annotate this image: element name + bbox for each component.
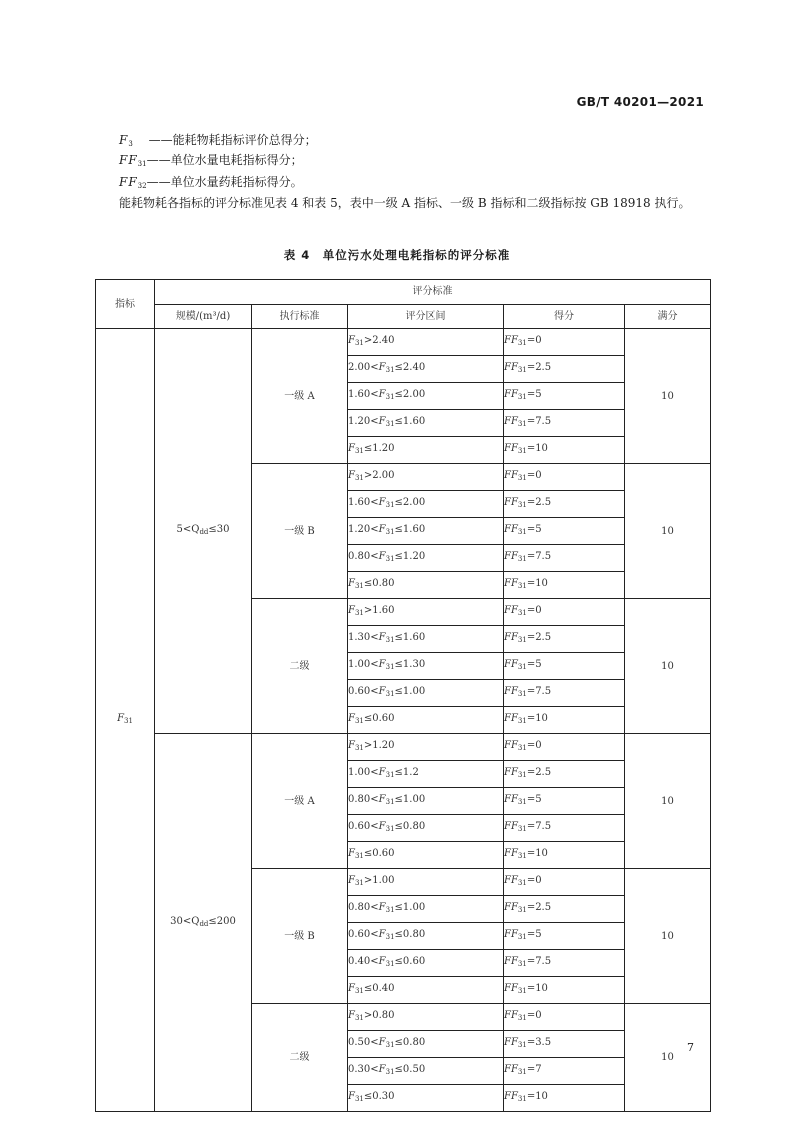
score-cell xyxy=(504,383,625,410)
interval-cell xyxy=(348,734,504,761)
interval-upper: >2.00 xyxy=(363,470,395,481)
header-score: 得分 xyxy=(504,304,625,329)
interval-symbol: F xyxy=(378,1037,386,1048)
interval-cell xyxy=(348,761,504,788)
interval-subscript: 31 xyxy=(385,960,395,968)
score-value: =2.5 xyxy=(526,632,552,643)
interval-lower: 1.60< xyxy=(348,389,379,400)
score-value: =10 xyxy=(526,713,548,724)
score-value: =10 xyxy=(526,578,548,589)
interval-subscript: 31 xyxy=(385,1041,395,1049)
interval-subscript: 31 xyxy=(354,717,364,725)
interval-cell xyxy=(348,599,504,626)
interval-cell xyxy=(348,869,504,896)
score-symbol: FF xyxy=(504,605,518,616)
score-subscript: 31 xyxy=(517,744,527,752)
exec-standard-cell: 二级 xyxy=(252,599,348,734)
score-value: =10 xyxy=(526,443,548,454)
score-value: =0 xyxy=(526,335,542,346)
interval-subscript: 31 xyxy=(385,501,395,509)
indicator-symbol: F xyxy=(117,713,125,724)
interval-lower: 1.60< xyxy=(348,497,379,508)
interval-symbol: F xyxy=(378,497,386,508)
score-symbol: FF xyxy=(504,416,518,427)
score-symbol: FF xyxy=(504,875,518,886)
full-score-cell: 10 xyxy=(625,1004,711,1112)
interval-upper: ≤0.60 xyxy=(363,713,395,724)
score-value: =0 xyxy=(526,875,542,886)
interval-upper: ≤2.00 xyxy=(394,497,426,508)
interval-symbol: F xyxy=(378,956,386,967)
score-value: =7.5 xyxy=(526,686,552,697)
header-scoring-standard: 评分标准 xyxy=(155,280,711,305)
interval-upper: >2.40 xyxy=(363,335,395,346)
score-value: =2.5 xyxy=(526,767,552,778)
interval-cell xyxy=(348,437,504,464)
score-subscript: 31 xyxy=(517,474,527,482)
interval-symbol: F xyxy=(378,1064,386,1075)
indicator-cell xyxy=(96,329,155,1112)
interval-upper: ≤1.60 xyxy=(394,632,426,643)
header-interval: 评分区间 xyxy=(348,304,504,329)
definition-subscript: 3 xyxy=(128,140,133,148)
interval-symbol: F xyxy=(378,389,386,400)
score-subscript: 31 xyxy=(517,1041,527,1049)
interval-subscript: 31 xyxy=(385,636,395,644)
interval-subscript: 31 xyxy=(385,771,395,779)
score-subscript: 31 xyxy=(517,582,527,590)
score-symbol: FF xyxy=(504,929,518,940)
interval-cell xyxy=(348,626,504,653)
full-score-cell: 10 xyxy=(625,734,711,869)
score-symbol: FF xyxy=(504,389,518,400)
score-value: =2.5 xyxy=(526,362,552,373)
interval-cell xyxy=(348,572,504,599)
score-symbol: FF xyxy=(504,794,518,805)
interval-upper: ≤0.80 xyxy=(363,578,395,589)
interval-cell xyxy=(348,842,504,869)
score-cell xyxy=(504,491,625,518)
score-subscript: 31 xyxy=(517,339,527,347)
interval-symbol: F xyxy=(378,416,386,427)
interval-cell xyxy=(348,707,504,734)
interval-upper: >1.60 xyxy=(363,605,395,616)
interval-lower: 0.60< xyxy=(348,686,379,697)
interval-symbol: F xyxy=(378,902,386,913)
interval-subscript: 31 xyxy=(385,555,395,563)
score-value: =0 xyxy=(526,470,542,481)
interval-upper: ≤1.00 xyxy=(394,794,426,805)
interval-cell xyxy=(348,653,504,680)
interval-symbol: F xyxy=(378,551,386,562)
interval-lower: 1.00< xyxy=(348,659,379,670)
score-subscript: 31 xyxy=(517,366,527,374)
interval-lower: 0.80< xyxy=(348,551,379,562)
interval-cell xyxy=(348,950,504,977)
score-value: =5 xyxy=(526,659,542,670)
score-symbol: FF xyxy=(504,956,518,967)
interval-cell xyxy=(348,383,504,410)
interval-symbol: F xyxy=(348,335,355,346)
score-subscript: 31 xyxy=(517,636,527,644)
interval-cell xyxy=(348,410,504,437)
interval-subscript: 31 xyxy=(354,1095,364,1103)
score-cell xyxy=(504,572,625,599)
interval-cell xyxy=(348,518,504,545)
score-cell xyxy=(504,437,625,464)
score-cell xyxy=(504,923,625,950)
score-cell xyxy=(504,842,625,869)
interval-symbol: F xyxy=(378,632,386,643)
interval-upper: ≤1.20 xyxy=(394,551,426,562)
score-value: =5 xyxy=(526,794,542,805)
score-cell xyxy=(504,1058,625,1085)
score-cell xyxy=(504,1031,625,1058)
score-value: =5 xyxy=(526,524,542,535)
interval-subscript: 31 xyxy=(385,798,395,806)
interval-lower: 0.50< xyxy=(348,1037,379,1048)
score-value: =5 xyxy=(526,929,542,940)
interval-symbol: F xyxy=(348,713,355,724)
interval-cell xyxy=(348,977,504,1004)
interval-upper: ≤0.40 xyxy=(363,983,395,994)
score-subscript: 31 xyxy=(517,987,527,995)
interval-symbol: F xyxy=(348,1091,355,1102)
score-cell xyxy=(504,599,625,626)
score-symbol: FF xyxy=(504,551,518,562)
interval-upper: ≤1.30 xyxy=(394,659,426,670)
score-subscript: 31 xyxy=(517,717,527,725)
interval-lower: 0.80< xyxy=(348,902,379,913)
score-subscript: 31 xyxy=(517,771,527,779)
score-value: =10 xyxy=(526,983,548,994)
score-cell xyxy=(504,977,625,1004)
full-score-cell: 10 xyxy=(625,329,711,464)
interval-subscript: 31 xyxy=(385,690,395,698)
interval-symbol: F xyxy=(378,362,386,373)
interval-upper: ≤1.60 xyxy=(394,524,426,535)
scale-cell xyxy=(155,734,252,1112)
score-subscript: 31 xyxy=(517,609,527,617)
interval-symbol: F xyxy=(348,605,355,616)
score-subscript: 31 xyxy=(517,852,527,860)
scale-cell xyxy=(155,329,252,734)
interval-upper: ≤0.50 xyxy=(394,1064,426,1075)
interval-upper: ≤1.00 xyxy=(394,902,426,913)
interval-symbol: F xyxy=(348,740,355,751)
interval-upper: ≤0.80 xyxy=(394,1037,426,1048)
scale-subscript: dd xyxy=(199,528,209,536)
score-cell xyxy=(504,329,625,356)
interval-symbol: F xyxy=(348,875,355,886)
score-subscript: 31 xyxy=(517,1095,527,1103)
interval-symbol: F xyxy=(348,578,355,589)
definition-text: ——能耗物耗指标评价总得分； xyxy=(148,133,317,147)
score-subscript: 31 xyxy=(517,798,527,806)
interval-symbol: F xyxy=(378,686,386,697)
interval-upper: ≤0.60 xyxy=(363,848,395,859)
score-symbol: FF xyxy=(504,470,518,481)
interval-lower: 1.20< xyxy=(348,416,379,427)
score-cell xyxy=(504,788,625,815)
score-value: =0 xyxy=(526,1010,542,1021)
interval-upper: ≤1.60 xyxy=(394,416,426,427)
interval-cell xyxy=(348,464,504,491)
interval-subscript: 31 xyxy=(354,474,364,482)
scale-subscript: dd xyxy=(199,919,209,928)
score-table xyxy=(95,279,711,1112)
interval-symbol: F xyxy=(378,767,386,778)
score-cell xyxy=(504,950,625,977)
interval-cell xyxy=(348,1058,504,1085)
score-cell xyxy=(504,1085,625,1112)
interval-lower: 1.00< xyxy=(348,767,379,778)
interval-upper: ≤1.2 xyxy=(394,767,419,778)
score-symbol: FF xyxy=(504,524,518,535)
score-value: =7 xyxy=(526,1064,542,1075)
interval-upper: ≤1.20 xyxy=(363,443,395,454)
score-subscript: 31 xyxy=(517,663,527,671)
interval-subscript: 31 xyxy=(354,744,364,752)
interval-subscript: 31 xyxy=(385,420,395,428)
score-symbol: FF xyxy=(504,659,518,670)
interval-cell xyxy=(348,356,504,383)
interval-lower: 0.60< xyxy=(348,821,379,832)
interval-cell xyxy=(348,680,504,707)
score-cell xyxy=(504,896,625,923)
scale-label-tail: ≤200 xyxy=(208,915,236,927)
interval-cell xyxy=(348,923,504,950)
exec-standard-cell: 一级 A xyxy=(252,734,348,869)
score-cell xyxy=(504,869,625,896)
exec-standard-cell: 一级 B xyxy=(252,869,348,1004)
score-symbol: FF xyxy=(504,821,518,832)
header-indicator: 指标 xyxy=(96,280,155,329)
interval-symbol: F xyxy=(348,848,355,859)
interval-symbol: F xyxy=(378,794,386,805)
interval-subscript: 31 xyxy=(385,528,395,536)
score-symbol: FF xyxy=(504,1091,518,1102)
definition-symbol: F xyxy=(119,133,129,147)
interval-upper: >1.00 xyxy=(363,875,395,886)
table-subheader-row xyxy=(96,304,711,329)
score-subscript: 31 xyxy=(517,1014,527,1022)
score-subscript: 31 xyxy=(517,825,527,833)
score-subscript: 31 xyxy=(517,690,527,698)
interval-upper: ≤1.00 xyxy=(394,686,426,697)
table-header-row xyxy=(96,280,711,305)
interval-lower: 0.80< xyxy=(348,794,379,805)
score-subscript: 31 xyxy=(517,420,527,428)
score-symbol: FF xyxy=(504,632,518,643)
score-subscript: 31 xyxy=(517,906,527,914)
interval-symbol: F xyxy=(378,659,386,670)
interval-cell xyxy=(348,815,504,842)
interval-upper: >0.80 xyxy=(363,1010,395,1021)
definition-subscript: 31 xyxy=(137,160,147,168)
standard-number: GB/T 40201—2021 xyxy=(576,95,704,109)
score-cell xyxy=(504,545,625,572)
interval-upper: >1.20 xyxy=(363,740,395,751)
scale-label-tail: ≤30 xyxy=(208,524,230,535)
score-symbol: FF xyxy=(504,1064,518,1075)
interval-symbol: F xyxy=(378,524,386,535)
score-value: =0 xyxy=(526,605,542,616)
interval-subscript: 31 xyxy=(385,1068,395,1076)
score-value: =0 xyxy=(526,740,542,751)
score-symbol: FF xyxy=(504,578,518,589)
interval-lower: 1.30< xyxy=(348,632,379,643)
header-exec-standard: 执行标准 xyxy=(252,304,348,329)
score-symbol: FF xyxy=(504,740,518,751)
score-cell xyxy=(504,680,625,707)
definition-symbol: FF xyxy=(119,175,138,189)
definition-subscript: 32 xyxy=(137,182,147,190)
score-symbol: FF xyxy=(504,1037,518,1048)
score-cell xyxy=(504,761,625,788)
score-cell xyxy=(504,707,625,734)
header-scale: 规模/(m³/d) xyxy=(155,304,252,329)
interval-symbol: F xyxy=(378,821,386,832)
interval-subscript: 31 xyxy=(354,879,364,887)
interval-subscript: 31 xyxy=(385,366,395,374)
interval-upper: ≤0.80 xyxy=(394,821,426,832)
full-score-cell: 10 xyxy=(625,464,711,599)
score-symbol: FF xyxy=(504,902,518,913)
definition-symbol: FF xyxy=(119,153,138,167)
full-score-cell: 10 xyxy=(625,599,711,734)
score-value: =7.5 xyxy=(526,821,552,832)
exec-standard-cell: 一级 A xyxy=(252,329,348,464)
definition-text: ——单位水量电耗指标得分； xyxy=(146,153,303,167)
score-symbol: FF xyxy=(504,497,518,508)
table-row xyxy=(96,329,711,356)
score-symbol: FF xyxy=(504,686,518,697)
interval-subscript: 31 xyxy=(385,393,395,401)
interval-cell xyxy=(348,491,504,518)
page-number: 7 xyxy=(687,1041,694,1054)
score-subscript: 31 xyxy=(517,879,527,887)
score-subscript: 31 xyxy=(517,555,527,563)
interval-subscript: 31 xyxy=(385,663,395,671)
score-value: =7.5 xyxy=(526,551,552,562)
score-symbol: FF xyxy=(504,848,518,859)
body-paragraph: 能耗物耗各指标的评分标准见表 4 和表 5，表中一级 A 指标、一级 B 指标和二级指标按 GB 18918 执行。 xyxy=(119,196,691,210)
score-symbol: FF xyxy=(504,1010,518,1021)
interval-cell xyxy=(348,545,504,572)
table-row xyxy=(96,734,711,761)
interval-upper: ≤2.40 xyxy=(394,362,426,373)
score-cell xyxy=(504,1004,625,1031)
score-subscript: 31 xyxy=(517,447,527,455)
score-cell xyxy=(504,815,625,842)
interval-subscript: 31 xyxy=(354,582,364,590)
interval-subscript: 31 xyxy=(354,1014,364,1022)
interval-lower: 1.20< xyxy=(348,524,379,535)
interval-upper: ≤0.80 xyxy=(394,929,426,940)
score-value: =2.5 xyxy=(526,902,552,913)
score-subscript: 31 xyxy=(517,528,527,536)
score-value: =7.5 xyxy=(526,416,552,427)
table-caption: 表 4 单位污水处理电耗指标的评分标准 xyxy=(283,248,511,262)
full-score-cell: 10 xyxy=(625,869,711,1004)
score-symbol: FF xyxy=(504,362,518,373)
score-subscript: 31 xyxy=(517,1068,527,1076)
scale-label: 5<Q xyxy=(176,524,200,535)
score-subscript: 31 xyxy=(517,393,527,401)
score-value: =7.5 xyxy=(526,956,552,967)
score-symbol: FF xyxy=(504,767,518,778)
interval-cell xyxy=(348,329,504,356)
exec-standard-cell: 二级 xyxy=(252,1004,348,1112)
interval-subscript: 31 xyxy=(354,987,364,995)
score-cell xyxy=(504,518,625,545)
interval-upper: ≤0.60 xyxy=(394,956,426,967)
scale-label: 30<Q xyxy=(170,915,200,927)
interval-subscript: 31 xyxy=(354,447,364,455)
interval-subscript: 31 xyxy=(385,906,395,914)
interval-lower: 0.30< xyxy=(348,1064,379,1075)
score-cell xyxy=(504,653,625,680)
interval-symbol: F xyxy=(378,929,386,940)
score-symbol: FF xyxy=(504,983,518,994)
score-cell xyxy=(504,626,625,653)
score-cell xyxy=(504,464,625,491)
interval-subscript: 31 xyxy=(354,852,364,860)
score-subscript: 31 xyxy=(517,933,527,941)
score-value: =5 xyxy=(526,389,542,400)
score-cell xyxy=(504,356,625,383)
score-subscript: 31 xyxy=(517,960,527,968)
score-symbol: FF xyxy=(504,335,518,346)
score-cell xyxy=(504,410,625,437)
interval-lower: 2.00< xyxy=(348,362,379,373)
interval-cell xyxy=(348,1004,504,1031)
interval-symbol: F xyxy=(348,983,355,994)
exec-standard-cell: 一级 B xyxy=(252,464,348,599)
indicator-subscript: 31 xyxy=(124,717,133,725)
interval-subscript: 31 xyxy=(385,933,395,941)
interval-symbol: F xyxy=(348,443,355,454)
interval-symbol: F xyxy=(348,470,355,481)
score-cell xyxy=(504,734,625,761)
definition-ff31 xyxy=(119,150,303,174)
interval-subscript: 31 xyxy=(354,339,364,347)
interval-lower: 0.60< xyxy=(348,929,379,940)
interval-upper: ≤2.00 xyxy=(394,389,426,400)
interval-cell xyxy=(348,1031,504,1058)
score-symbol: FF xyxy=(504,713,518,724)
score-symbol: FF xyxy=(504,443,518,454)
interval-subscript: 31 xyxy=(385,825,395,833)
header-full-score: 满分 xyxy=(625,304,711,329)
definition-text: ——单位水量药耗指标得分。 xyxy=(146,175,303,189)
interval-cell xyxy=(348,1085,504,1112)
interval-subscript: 31 xyxy=(354,609,364,617)
score-value: =3.5 xyxy=(526,1037,552,1048)
interval-symbol: F xyxy=(348,1010,355,1021)
interval-cell xyxy=(348,896,504,923)
interval-cell xyxy=(348,788,504,815)
score-value: =2.5 xyxy=(526,497,552,508)
score-subscript: 31 xyxy=(517,501,527,509)
interval-upper: ≤0.30 xyxy=(363,1091,395,1102)
interval-lower: 0.40< xyxy=(348,956,379,967)
score-value: =10 xyxy=(526,848,548,859)
score-value: =10 xyxy=(526,1091,548,1102)
